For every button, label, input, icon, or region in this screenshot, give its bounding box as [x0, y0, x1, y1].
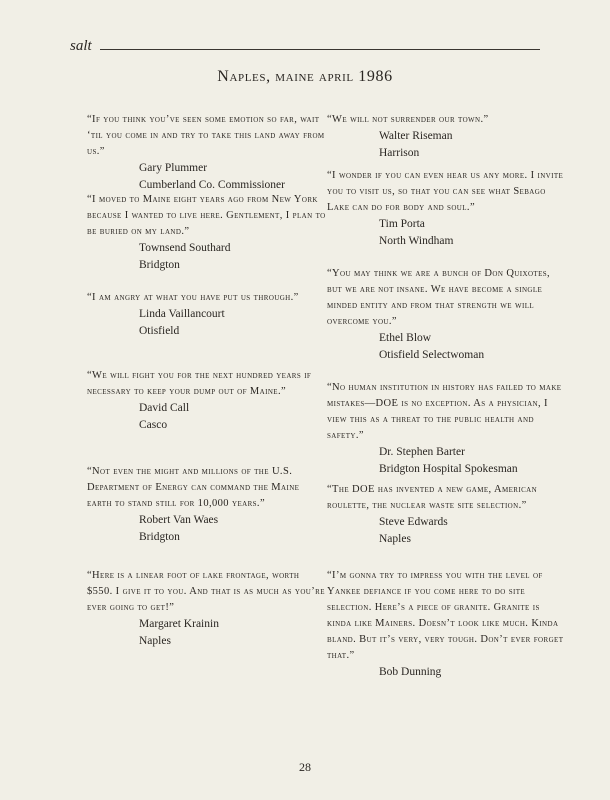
- speaker-name: Steve Edwards: [379, 516, 448, 528]
- speaker-affiliation: Bridgton Hospital Spokesman: [379, 463, 518, 475]
- quote-block: [87, 368, 327, 434]
- speaker-name: Linda Vaillancourt: [139, 308, 225, 320]
- page-header: [70, 38, 540, 58]
- page-number: 28: [299, 760, 311, 774]
- speaker-name: Robert Van Waes: [139, 514, 219, 526]
- quote-block: [87, 464, 327, 546]
- speaker-name: Walter Riseman: [379, 130, 453, 142]
- speaker-name: Tim Porta: [379, 218, 425, 230]
- speaker-name: Bob Dunning: [379, 666, 442, 678]
- quote-text: “You may think we are a bunch of Don Quixotes, but we are not insane. We have become a single minded entity and from that strength we will overcome you.”: [327, 268, 551, 327]
- speaker-affiliation: Bridgton: [139, 259, 180, 271]
- quote-text: “We will not surrender our town.”: [327, 114, 489, 125]
- quote-text: “I’m gonna try to impress you with the level of Yankee defiance if you come here to do site selection. Here’s a piece of granite. Granite is kinda like Mainers. Doesn’t look like much. Kinda bland. But it’s very, very tough. Don’t ever forget that.”: [327, 570, 564, 661]
- speaker-affiliation: Naples: [139, 635, 171, 647]
- speaker-name: David Call: [139, 402, 190, 414]
- speaker-name: Townsend Southard: [139, 242, 231, 254]
- quote-block: [327, 380, 567, 478]
- quote-block: [87, 192, 327, 274]
- speaker-affiliation: Naples: [379, 533, 411, 545]
- quote-text: “Not even the might and millions of the U.S. Department of Energy can command the Maine earth to stand still for 10,000 years.”: [87, 466, 300, 509]
- quote-block: [327, 112, 567, 162]
- quote-block: [87, 290, 327, 340]
- quote-text: “I am angry at what you have put us through.”: [87, 292, 299, 303]
- quote-block: [327, 168, 567, 250]
- quote-block: [327, 266, 567, 364]
- quote-block: [87, 112, 327, 194]
- speaker-affiliation: Cumberland Co. Commissioner: [139, 179, 285, 191]
- quote-text: “No human institution in history has failed to make mistakes—DOE is no exception. As a physician, I view this as a threat to the public health and safety.”: [327, 382, 562, 441]
- quote-text: “Here is a linear foot of lake frontage, worth $550. I give it to you. And that is as much as you’re ever going to get!”: [87, 570, 325, 613]
- speaker-name: Gary Plummer: [139, 162, 208, 174]
- quote-block: [327, 568, 567, 681]
- quote-block: [327, 482, 567, 548]
- speaker-affiliation: Otisfield: [139, 325, 180, 337]
- quote-text: “The DOE has invented a new game, American roulette, the nuclear waste site selection.”: [327, 484, 538, 511]
- speaker-name: Dr. Stephen Barter: [379, 446, 465, 458]
- magazine-brand: salt: [70, 38, 92, 54]
- speaker-name: Margaret Krainin: [139, 618, 219, 630]
- quote-block: [87, 568, 327, 650]
- page-title: Naples, maine april 1986: [217, 68, 393, 85]
- header-rule: [100, 49, 540, 50]
- quote-text: “If you think you’ve seen some emotion so far, wait ‘til you come in and try to take this land away from us.”: [87, 114, 325, 157]
- quote-text: “I wonder if you can even hear us any more. I invite you to visit us, so that you can see what Sebago Lake can do for body and soul.”: [327, 170, 564, 213]
- speaker-affiliation: Harrison: [379, 147, 420, 159]
- speaker-affiliation: Casco: [139, 419, 168, 431]
- speaker-name: Ethel Blow: [379, 332, 432, 344]
- speaker-affiliation: Bridgton: [139, 531, 180, 543]
- speaker-affiliation: North Windham: [379, 235, 454, 247]
- speaker-affiliation: Otisfield Selectwoman: [379, 349, 485, 361]
- quote-text: “We will fight you for the next hundred years if necessary to keep your dump out of Maine.”: [87, 370, 312, 397]
- quote-text: “I moved to Maine eight years ago from New York because I wanted to live here. Gentlement, I plan to be buried on my land.”: [87, 194, 326, 237]
